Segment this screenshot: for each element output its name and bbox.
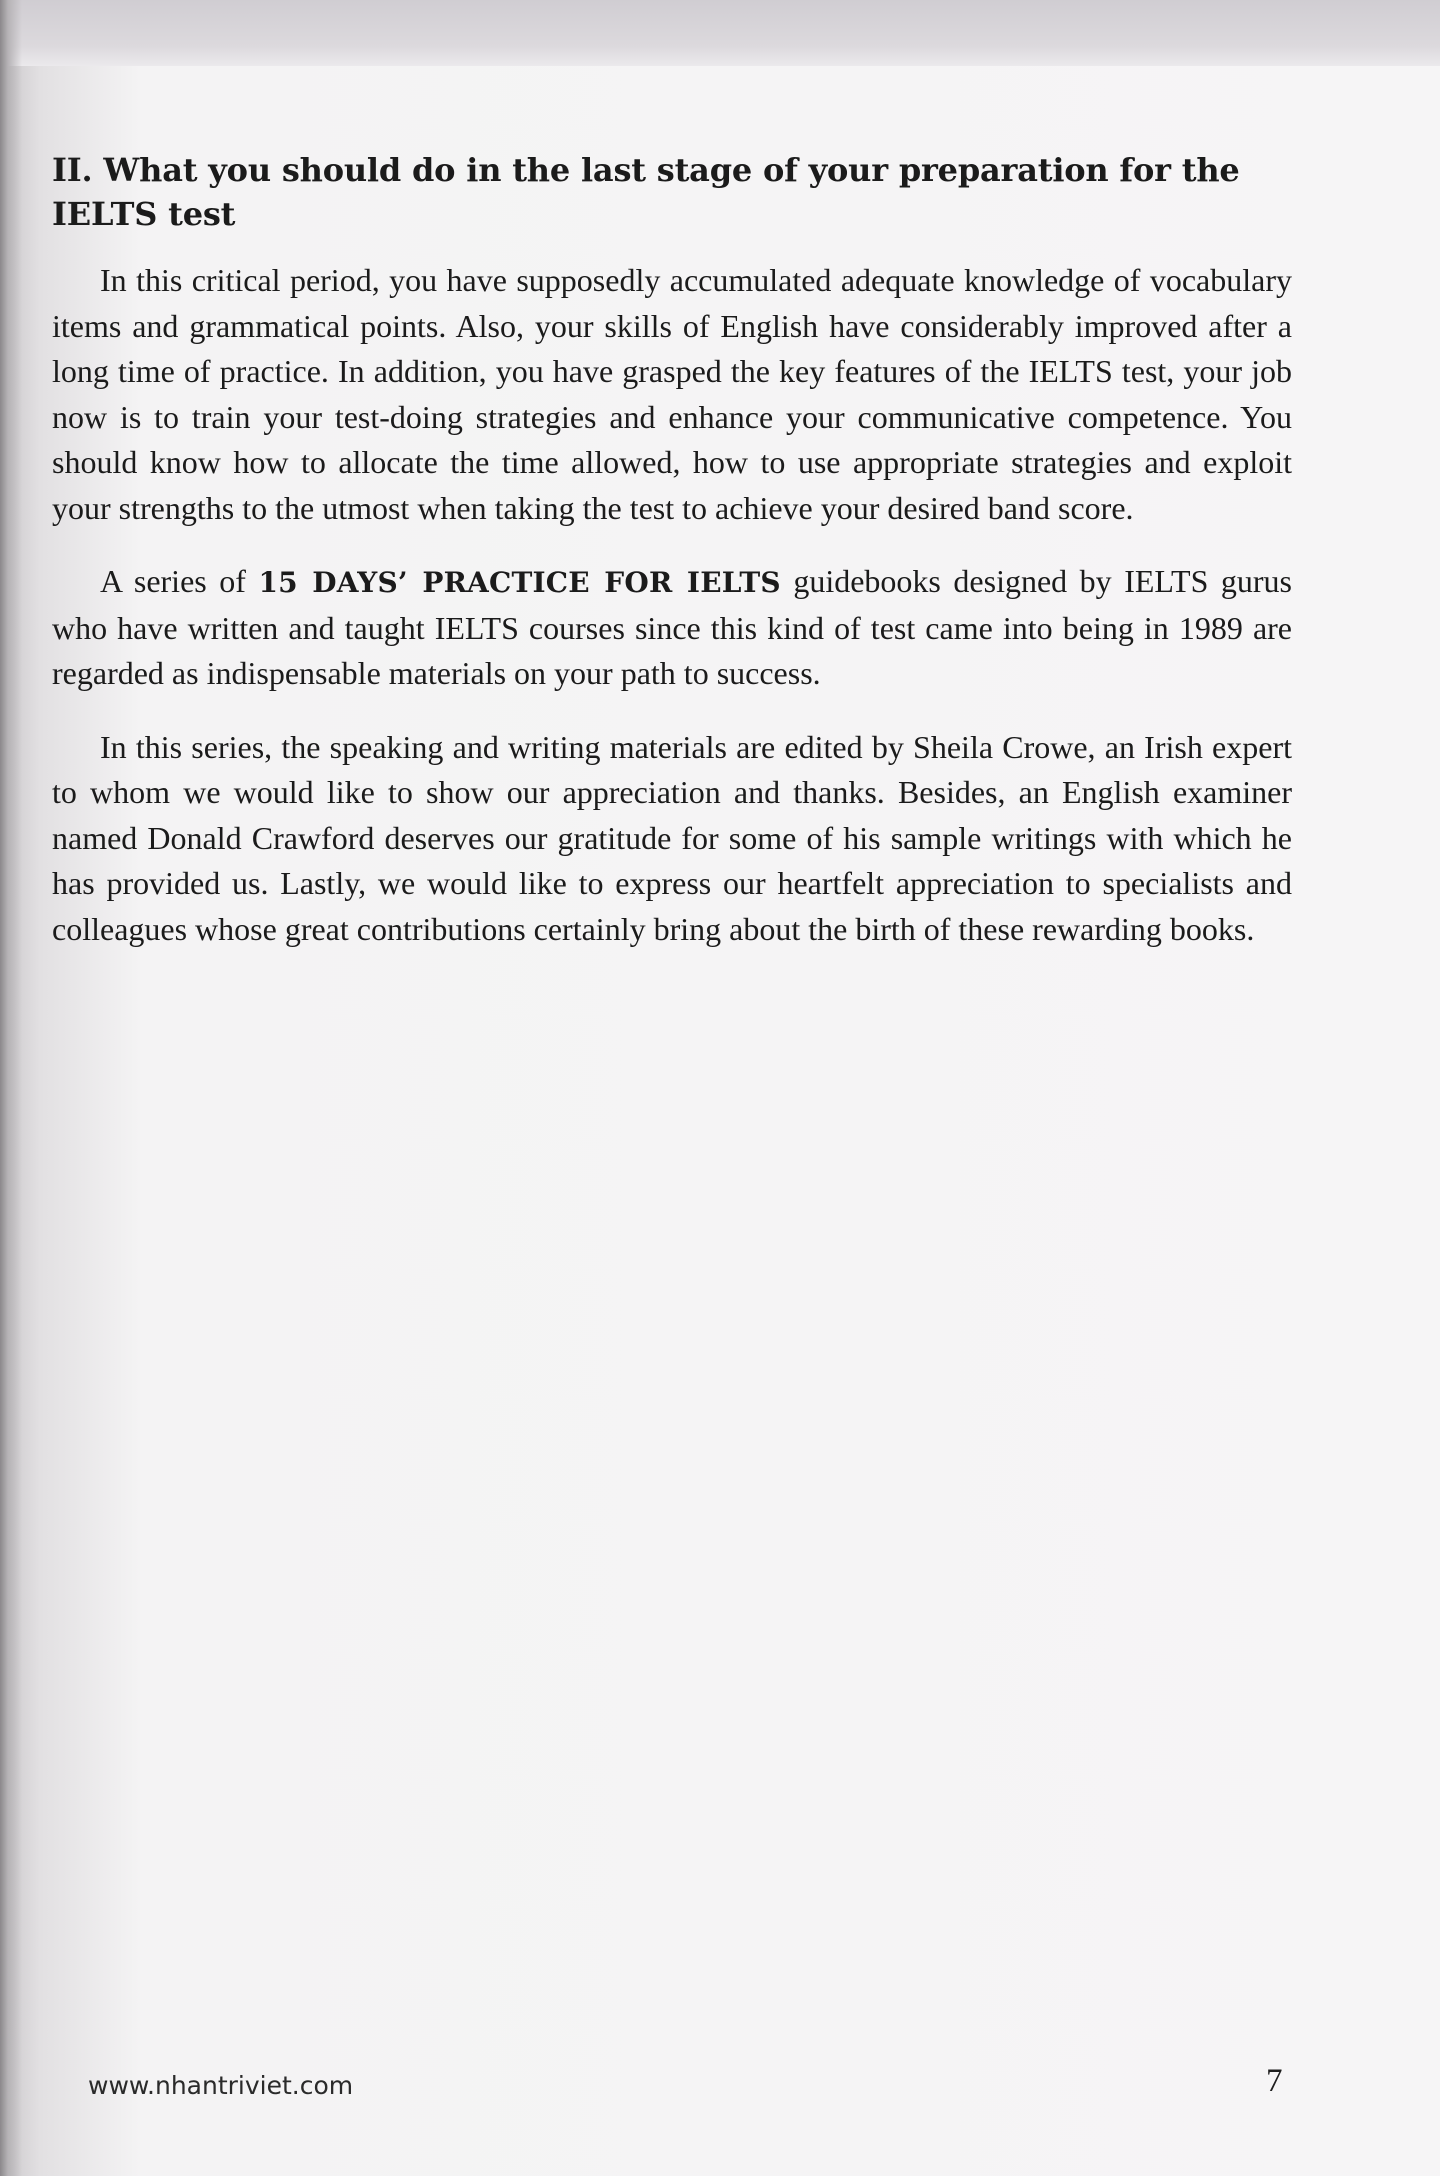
paragraph-series: [52, 559, 1292, 697]
page-number: 7: [1266, 2063, 1283, 2099]
paragraph-series-rest: guidebooks designed by IELTS gurus who have written and taught IELTS courses since this kind of test came into being in 1989 are regarded as indispensable materials on your path to success.: [52, 563, 1293, 691]
page-content: [52, 148, 1292, 980]
series-title: 15 DAYS’ PRACTICE FOR IELTS: [258, 566, 781, 599]
section-heading: II. What you should do in the last stage of your preparation for the IELTS test: [52, 151, 1240, 233]
scan-top-edge: [0, 0, 1440, 66]
paragraph-series-intro: A series of: [100, 563, 259, 599]
paragraph-critical-period: In this critical period, you have supposedly accumulated adequate knowledge of vocabulary items and grammatical points. Also, your skills of English have considerably improved after a long time of practice. In addition, you have grasped the key features of the IELTS test, your job now is to train your test-doing strategies and enhance your communicative competence. You should know how to allocate the time allowed, how to use appropriate strategies and exploit your strengths to the utmost when taking the test to achieve your desired band score.: [52, 262, 1292, 526]
footer-website: www.nhantriviet.com: [88, 2071, 354, 2100]
paragraph-acknowledgements: In this series, the speaking and writing materials are edited by Sheila Crowe, an Irish expert to whom we would like to show our appreciation and thanks. Besides, an English examiner named Donald Crawford deserves our gratitude for some of his sample writings with which he has provided us. Lastly, we would like to express our heartfelt appreciation to specialists and colleagues whose great contributions certainly bring about the birth of these rewarding books.: [52, 728, 1292, 947]
binding-shadow: [0, 0, 22, 2176]
